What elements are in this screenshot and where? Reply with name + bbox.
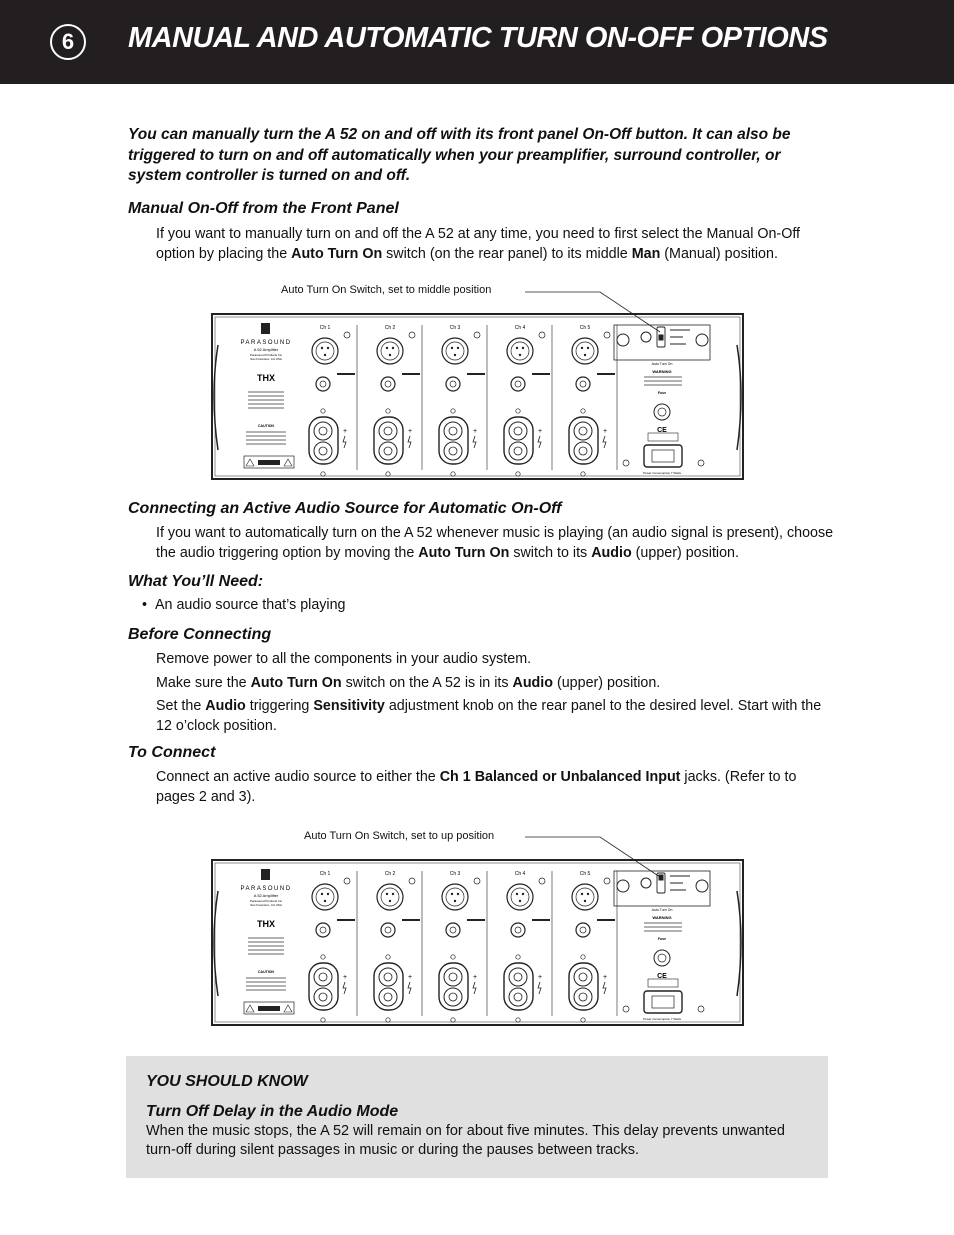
rca-input-inner [580, 927, 586, 933]
binding-post-positive [509, 968, 527, 986]
paragraph-to-connect: Connect an active audio source to either the Ch 1 Balanced or Unbalanced Input jacks. (Refer to to pages 2 and 3). [156, 769, 797, 805]
xlr-input-inner [381, 342, 399, 360]
binding-post-negative-core [514, 447, 522, 455]
xlr-pin [386, 893, 388, 895]
binding-post-negative-core [384, 447, 392, 455]
xlr-pin [392, 347, 394, 349]
model-name: A 52 Amplifier [253, 347, 279, 352]
rca-input-jack [511, 923, 525, 937]
binding-post-negative-core [579, 447, 587, 455]
power-consumption-label: Power Consumption 7 Watts [643, 1017, 681, 1021]
paragraph-active-source: If you want to automatically turn on the A 52 whenever music is playing (an audio signal is present), choose the audio triggering option by moving the Auto Turn On switch to its Audio (upper) position. [156, 525, 834, 561]
mount-screw [386, 472, 390, 476]
xlr-pin [584, 354, 586, 356]
xlr-pin [451, 347, 453, 349]
thx-logo: THX [257, 919, 275, 929]
mount-screw [321, 955, 325, 959]
binding-post-negative-core [579, 993, 587, 1001]
warning-triangle-icon [246, 1005, 254, 1012]
rca-input-inner [515, 927, 521, 933]
shock-hazard-icon [473, 982, 476, 994]
iec-inlet-socket [652, 996, 674, 1008]
warning-triangle-icon [246, 459, 254, 466]
brand-logo-mark [261, 323, 270, 334]
speaker-binding-post-block [439, 417, 468, 464]
left-handle [214, 891, 218, 996]
mount-screw [516, 409, 520, 413]
fuse-label: Fuse [657, 391, 667, 395]
voltage-plate [648, 433, 678, 441]
mount-screw [386, 955, 390, 959]
mount-screw [516, 955, 520, 959]
xlr-pin [454, 900, 456, 902]
rca-input-inner [450, 381, 456, 387]
warning-triangle-icon [284, 1005, 292, 1012]
caution-label: CAUTION [258, 970, 274, 974]
shock-hazard-icon [603, 436, 606, 448]
speaker-binding-post-block [569, 417, 598, 464]
know-subtitle: Turn Off Delay in the Audio Mode [146, 1103, 399, 1120]
rca-input-jack [511, 377, 525, 391]
input-selector-label-bar [402, 373, 420, 375]
switch-label: Auto Turn On [651, 908, 673, 912]
xlr-input-inner [511, 342, 529, 360]
rear-panel-figure-1 [200, 285, 750, 485]
binding-post-positive-core [579, 427, 587, 435]
binding-post-positive [574, 968, 592, 986]
right-handle [737, 891, 741, 996]
xlr-pin [587, 893, 589, 895]
xlr-pin [392, 893, 394, 895]
selector-screw [474, 878, 480, 884]
xlr-pin [581, 893, 583, 895]
xlr-pin [519, 354, 521, 356]
channel-label: Ch 3 [449, 871, 461, 877]
input-selector-label-bar [532, 919, 550, 921]
shock-hazard-icon [603, 982, 606, 994]
page-title: MANUAL AND AUTOMATIC TURN ON-OFF OPTIONS [128, 22, 828, 54]
left-handle [214, 345, 218, 450]
intro-paragraph: You can manually turn the A 52 on and off with its front panel On-Off button. It can also be triggered to turn on and off automatically when your preamplifier, surround controller, or system controller is turned on and off. [128, 126, 791, 184]
speaker-binding-post-block [309, 417, 338, 464]
xlr-pin [457, 347, 459, 349]
selector-screw [539, 332, 545, 338]
xlr-pin [522, 893, 524, 895]
input-selector-label-bar [402, 919, 420, 921]
rca-input-inner [320, 381, 326, 387]
rca-input-jack [381, 923, 395, 937]
brand-name: PARASOUND [240, 340, 292, 346]
mount-screw [386, 409, 390, 413]
selector-screw [409, 878, 415, 884]
mount-screw [451, 409, 455, 413]
plus-sign: + [342, 974, 348, 981]
fuse-holder-core [658, 408, 666, 416]
binding-post-positive-core [449, 973, 457, 981]
binding-post-negative-core [514, 993, 522, 1001]
input-selector-label-bar [532, 373, 550, 375]
sensitivity-knob [641, 878, 651, 888]
channel-label: Ch 5 [579, 325, 591, 331]
channel-label: Ch 1 [319, 871, 331, 877]
xlr-pin [454, 354, 456, 356]
ground-screw [623, 460, 629, 466]
rca-input-jack [381, 377, 395, 391]
xlr-pin [522, 347, 524, 349]
rca-input-inner [515, 381, 521, 387]
rca-input-inner [450, 927, 456, 933]
warning-bar [258, 1006, 280, 1011]
binding-post-negative [314, 988, 332, 1006]
rca-input-jack [316, 923, 330, 937]
callout-leader-line [525, 292, 660, 332]
rear-panel-figure-2 [200, 831, 750, 1031]
trigger-in-jack [617, 880, 629, 892]
ce-mark: CE [657, 973, 667, 980]
selector-screw [344, 878, 350, 884]
rca-input-jack [576, 923, 590, 937]
switch-label: Auto Turn On [651, 362, 673, 366]
shock-hazard-icon [408, 982, 411, 994]
channel-label: Ch 4 [514, 325, 526, 331]
binding-post-negative-core [319, 993, 327, 1001]
figure2-callout: Auto Turn On Switch, set to up position [304, 830, 495, 842]
ce-mark: CE [657, 427, 667, 434]
xlr-input-inner [576, 888, 594, 906]
xlr-pin [389, 354, 391, 356]
binding-post-positive [574, 422, 592, 440]
thx-logo: THX [257, 373, 275, 383]
warning-bar [258, 460, 280, 465]
selector-screw [344, 332, 350, 338]
binding-post-positive [379, 422, 397, 440]
model-name: A 52 Amplifier [253, 893, 279, 898]
xlr-pin [516, 893, 518, 895]
paragraph-manual: If you want to manually turn on and off the A 52 at any time, you need to first select the Manual On-Off option by placing the Auto Turn On switch (on the rear panel) to its middle Man (Manual) position. [156, 226, 801, 262]
mount-screw [386, 1018, 390, 1022]
fuse-label: Fuse [657, 937, 667, 941]
heading-before-connecting: Before Connecting [128, 626, 272, 643]
rca-input-jack [316, 377, 330, 391]
selector-screw [474, 332, 480, 338]
input-selector-label-bar [467, 373, 485, 375]
rca-input-jack [576, 377, 590, 391]
binding-post-negative [444, 988, 462, 1006]
mount-screw [516, 472, 520, 476]
xlr-pin [457, 893, 459, 895]
warning-triangle-icon [284, 459, 292, 466]
xlr-pin [584, 900, 586, 902]
fuse-holder-core [658, 954, 666, 962]
plus-sign: + [407, 974, 413, 981]
binding-post-negative [314, 442, 332, 460]
chassis-inner-outline [215, 863, 740, 1022]
warning-label: WARNING [652, 915, 672, 920]
mount-screw [451, 955, 455, 959]
binding-post-negative-core [449, 993, 457, 1001]
xlr-pin [321, 893, 323, 895]
chassis-inner-outline [215, 317, 740, 476]
heading-manual: Manual On-Off from the Front Panel [128, 200, 399, 217]
xlr-pin [451, 893, 453, 895]
xlr-pin [327, 893, 329, 895]
binding-post-positive [509, 422, 527, 440]
xlr-pin [321, 347, 323, 349]
header-bar [0, 0, 954, 84]
know-title: YOU SHOULD KNOW [146, 1073, 308, 1090]
xlr-pin [324, 900, 326, 902]
trigger-in-jack [617, 334, 629, 346]
binding-post-negative [379, 988, 397, 1006]
binding-post-positive [379, 968, 397, 986]
mount-screw [321, 472, 325, 476]
channel-label: Ch 2 [384, 871, 396, 877]
xlr-input-inner [381, 888, 399, 906]
rca-input-inner [385, 927, 391, 933]
binding-post-positive-core [384, 427, 392, 435]
speaker-binding-post-block [569, 963, 598, 1010]
mount-screw [321, 409, 325, 413]
xlr-pin [389, 900, 391, 902]
selector-screw [604, 878, 610, 884]
paragraph-before-1: Remove power to all the components in your audio system. [156, 651, 532, 667]
plus-sign: + [537, 428, 543, 435]
rca-input-inner [385, 381, 391, 387]
binding-post-positive-core [579, 973, 587, 981]
mount-screw [581, 955, 585, 959]
maker-name: Parasound Products Inc [249, 353, 283, 357]
binding-post-positive-core [514, 973, 522, 981]
iec-inlet-socket [652, 450, 674, 462]
shock-hazard-icon [408, 436, 411, 448]
trigger-out-jack [696, 334, 708, 346]
mount-screw [581, 472, 585, 476]
input-selector-label-bar [337, 373, 355, 375]
plus-sign: + [342, 428, 348, 435]
shock-hazard-icon [473, 436, 476, 448]
heading-active-source: Connecting an Active Audio Source for Automatic On-Off [128, 500, 562, 517]
input-selector-label-bar [337, 919, 355, 921]
you-should-know-box [126, 1056, 828, 1178]
auto-turn-on-switch-lever [659, 335, 664, 341]
voltage-plate [648, 979, 678, 987]
iec-power-inlet [644, 991, 682, 1013]
xlr-input-inner [316, 342, 334, 360]
speaker-binding-post-block [504, 963, 533, 1010]
rca-input-inner [580, 381, 586, 387]
channel-label: Ch 1 [319, 325, 331, 331]
ground-screw [698, 460, 704, 466]
xlr-input-inner [316, 888, 334, 906]
plus-sign: + [472, 428, 478, 435]
xlr-input-inner [511, 888, 529, 906]
auto-turn-on-switch-lever [659, 875, 664, 881]
binding-post-negative-core [319, 447, 327, 455]
xlr-pin [386, 347, 388, 349]
know-text: When the music stops, the A 52 will remain on for about five minutes. This delay prevents unwanted turn-off during silent passages in music or during the pauses between tracks. [146, 1123, 785, 1158]
selector-screw [604, 332, 610, 338]
plus-sign: + [602, 974, 608, 981]
mount-screw [516, 1018, 520, 1022]
xlr-pin [587, 347, 589, 349]
ground-screw [623, 1006, 629, 1012]
power-consumption-label: Power Consumption 7 Watts [643, 471, 681, 475]
mount-screw [321, 1018, 325, 1022]
speaker-binding-post-block [374, 417, 403, 464]
binding-post-negative [574, 988, 592, 1006]
binding-post-positive-core [449, 427, 457, 435]
speaker-binding-post-block [374, 963, 403, 1010]
binding-post-negative [444, 442, 462, 460]
maker-city: San Francisco, CA USA [250, 357, 282, 361]
binding-post-positive-core [319, 427, 327, 435]
selector-screw [409, 332, 415, 338]
xlr-input-inner [446, 888, 464, 906]
need-list-item: • An audio source that’s playing [142, 597, 346, 613]
fuse-holder [654, 404, 670, 420]
channel-label: Ch 4 [514, 871, 526, 877]
input-selector-label-bar [597, 373, 615, 375]
heading-to-connect: To Connect [128, 744, 216, 761]
xlr-pin [324, 354, 326, 356]
xlr-pin [327, 347, 329, 349]
xlr-pin [516, 347, 518, 349]
channel-label: Ch 2 [384, 325, 396, 331]
binding-post-positive-core [514, 427, 522, 435]
binding-post-negative [574, 442, 592, 460]
chassis-outline [212, 860, 743, 1025]
binding-post-positive [314, 968, 332, 986]
input-selector-label-bar [467, 919, 485, 921]
input-selector-label-bar [597, 919, 615, 921]
binding-post-positive [314, 422, 332, 440]
sensitivity-knob [641, 332, 651, 342]
binding-post-negative [379, 442, 397, 460]
shock-hazard-icon [343, 982, 346, 994]
right-handle [737, 345, 741, 450]
page-number: 6 [50, 24, 86, 60]
shock-hazard-icon [538, 436, 541, 448]
maker-name: Parasound Products Inc [249, 899, 283, 903]
trigger-out-jack [696, 880, 708, 892]
maker-city: San Francisco, CA USA [250, 903, 282, 907]
binding-post-positive [444, 968, 462, 986]
plus-sign: + [602, 428, 608, 435]
binding-post-positive-core [319, 973, 327, 981]
binding-post-negative [509, 988, 527, 1006]
binding-post-negative [509, 442, 527, 460]
mount-screw [581, 409, 585, 413]
paragraph-before-2: Make sure the Auto Turn On switch on the A 52 is in its Audio (upper) position. [156, 675, 661, 691]
mount-screw [451, 1018, 455, 1022]
paragraph-before-3: Set the Audio triggering Sensitivity adjustment knob on the rear panel to the desired level. Start with the 12 o’clock position. [156, 698, 822, 734]
speaker-binding-post-block [309, 963, 338, 1010]
mount-screw [581, 1018, 585, 1022]
brand-name: PARASOUND [240, 886, 292, 892]
rca-input-inner [320, 927, 326, 933]
xlr-pin [581, 347, 583, 349]
warning-label: WARNING [652, 369, 672, 374]
caution-label: CAUTION [258, 424, 274, 428]
plus-sign: + [537, 974, 543, 981]
xlr-input-inner [446, 342, 464, 360]
plus-sign: + [407, 428, 413, 435]
selector-screw [539, 878, 545, 884]
binding-post-negative-core [449, 447, 457, 455]
ground-screw [698, 1006, 704, 1012]
rca-input-jack [446, 377, 460, 391]
xlr-pin [519, 900, 521, 902]
plus-sign: + [472, 974, 478, 981]
channel-label: Ch 5 [579, 871, 591, 877]
iec-power-inlet [644, 445, 682, 467]
binding-post-positive [444, 422, 462, 440]
brand-logo-mark [261, 869, 270, 880]
speaker-binding-post-block [439, 963, 468, 1010]
xlr-input-inner [576, 342, 594, 360]
mount-screw [451, 472, 455, 476]
bullet: • [142, 597, 148, 613]
binding-post-negative-core [384, 993, 392, 1001]
speaker-binding-post-block [504, 417, 533, 464]
heading-what-you-need: What You’ll Need: [128, 573, 264, 590]
figure1-callout: Auto Turn On Switch, set to middle position [281, 284, 492, 296]
shock-hazard-icon [538, 982, 541, 994]
rca-input-jack [446, 923, 460, 937]
binding-post-positive-core [384, 973, 392, 981]
fuse-holder [654, 950, 670, 966]
shock-hazard-icon [343, 436, 346, 448]
channel-label: Ch 3 [449, 325, 461, 331]
